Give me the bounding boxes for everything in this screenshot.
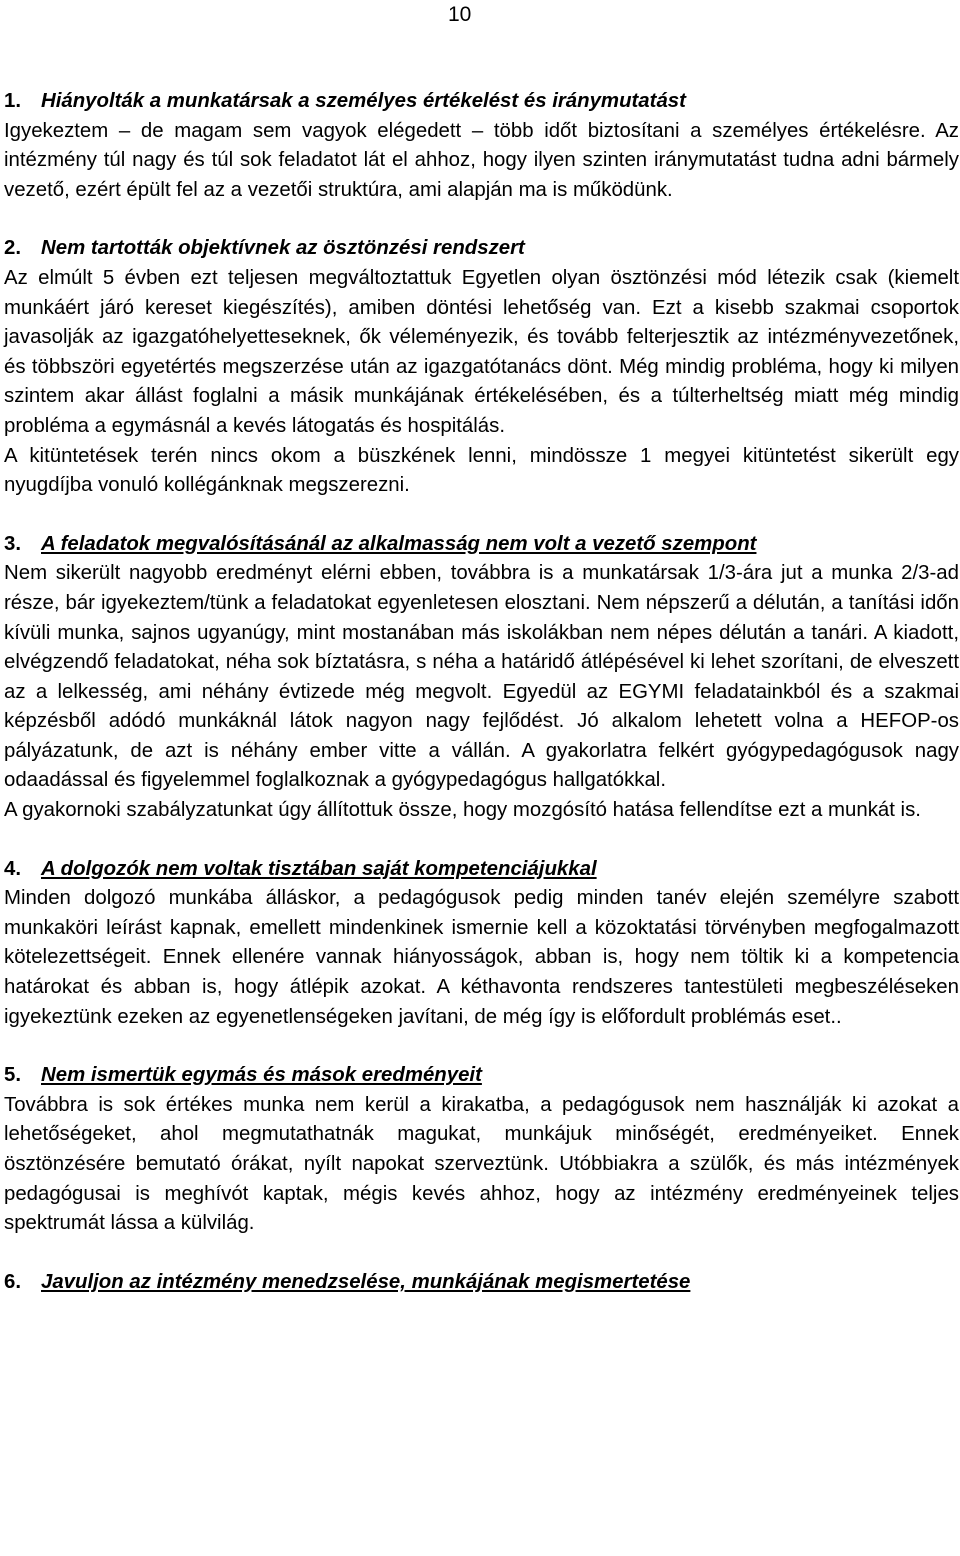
section-number: 1. (4, 90, 22, 112)
section-number: 2. (4, 237, 22, 260)
section-paragraph: Minden dolgozó munkába álláskor, a pedagógusok pedig minden tanév elején személyre szabott munkaköri leírást kapnak, emellett mindenkinek ismernie kell a közoktatási törvényben megfogalmazott kötelezettségeit. Ennek ellenére vannak hiányosságok, abban is, hogy nem töltik ki a kompetencia határokat és abban is, hogy átlépik azokat. A kéthavonta rendszeres tantestületi megbeszéléseken igyekeztünk ezeken az egyenetlenségeken javítani, de még így is előfordult problémás eset.. (4, 887, 959, 1028)
section-4 (4, 855, 959, 1033)
section-heading (4, 855, 959, 885)
section-heading (4, 87, 959, 117)
section-6 (4, 1268, 959, 1298)
section-heading (4, 234, 959, 264)
section-paragraph: A kitüntetések terén nincs okom a büszkének lenni, mindössze 1 megyei kitüntetést sikerült egy nyugdíjba vonuló kollégánknak megszerezni. (4, 444, 959, 497)
section-heading (4, 1268, 959, 1298)
page-number: 10 (448, 3, 472, 26)
section-title: Nem tartották objektívnek az ösztönzési rendszert (41, 237, 525, 260)
section-title: Javuljon az intézmény menedzselése, munkájának megismertetése (41, 1270, 691, 1293)
section-number: 3. (4, 532, 22, 555)
section-2 (4, 234, 959, 500)
section-number: 4. (4, 857, 22, 880)
section-title: Nem ismertük egymás és mások eredményeit (41, 1064, 482, 1087)
section-paragraph: Nem sikerült nagyobb eredményt elérni ebben, továbbra is a munkatársak 1/3-ára jut a munka 2/3-ad része, bár igyekeztem/tünk a feladatokat egyenletesen elosztani. Nem népszerű a délután, a tanítási időn kívüli munka, sajnos ugyanúgy, mint mostanában más iskolákban nem népes délután a tanári. A kiadott, elvégzendő feladatokat, néha sok bíztatásra, s néha a határidő átlépésével ki lehet szorítani, de elveszett az a lelkesség, ami néhány évtizede még megvolt. Egyedül az EGYMI feladatainkból és a szakmai képzésből adódó munkáknál látok nagyon nagy fejlődést. Jó alkalom lehetett volna a HEFOP-os pályázatunk, de azt is néhány ember vitte a vállán. A gyakorlatra felkért gyógypedagógusok nagy odaadással és figyelemmel foglalkoznak a gyógypedagógus hallgatókkal. (4, 562, 959, 792)
section-1 (4, 87, 959, 205)
section-paragraph: Továbbra is sok értékes munka nem kerül a kirakatba, a pedagógusok nem használják ki azokat a lehetőségeket, ahol megmutathatnák magukat, munkájuk minőségét, eredményeiket. Ennek ösztönzésére bemutató órákat, nyílt napokat szerveztünk. Utóbbiakra a szülők, és más intézmények pedagógusai is meghívót kaptak, mégis kevés ahhoz, hogy az intézmény eredményeinek teljes spektrumát lássa a külvilág. (4, 1093, 959, 1235)
section-title: Hiányolták a munkatársak a személyes értékelést és iránymutatást (41, 90, 686, 112)
section-5 (4, 1061, 959, 1239)
section-number: 6. (4, 1270, 22, 1293)
section-title: A feladatok megvalósításánál az alkalmasság nem volt a vezető szempont (41, 532, 757, 555)
section-title: A dolgozók nem voltak tisztában saját kompetenciájukkal (41, 857, 597, 880)
section-heading (4, 1061, 959, 1091)
section-paragraph: Igyekeztem – de magam sem vagyok elégedett – több időt biztosítani a személyes értékelésre. Az intézmény túl nagy és túl sok feladatot lát el ahhoz, hogy ilyen szinten iránymutatást tudna adni bármely vezető, ezért épült fel az a vezetői struktúra, ami alapján ma is működünk. (4, 119, 959, 201)
section-heading (4, 530, 959, 560)
section-paragraph: Az elmúlt 5 évben ezt teljesen megváltoztattuk Egyetlen olyan ösztönzési mód létezik csak (kiemelt munkáért járó kereset kiegészítés), amiben döntési lehetőség van. Ezt a kisebb szakmai csoportok javasolják az igazgatóhelyetteseknek, ők véleményezik, és tovább felterjesztik az intézményvezetőnek, és többszöri egyetértés megszerzése után az igazgatótanács dönt. Még mindig probléma, hogy ki milyen szintem akar állást foglalni a másik munkájának értékelésében, és a túlterheltség miatt még mindig probléma a egymásnál a kevés látogatás és hospitálás. (4, 266, 959, 437)
document-body (4, 87, 959, 1297)
section-number: 5. (4, 1064, 22, 1087)
section-paragraph: A gyakornoki szabályzatunkat úgy állítottuk össze, hogy mozgósító hatása fellendítse ezt a munkát is. (4, 799, 921, 822)
section-3 (4, 530, 959, 826)
